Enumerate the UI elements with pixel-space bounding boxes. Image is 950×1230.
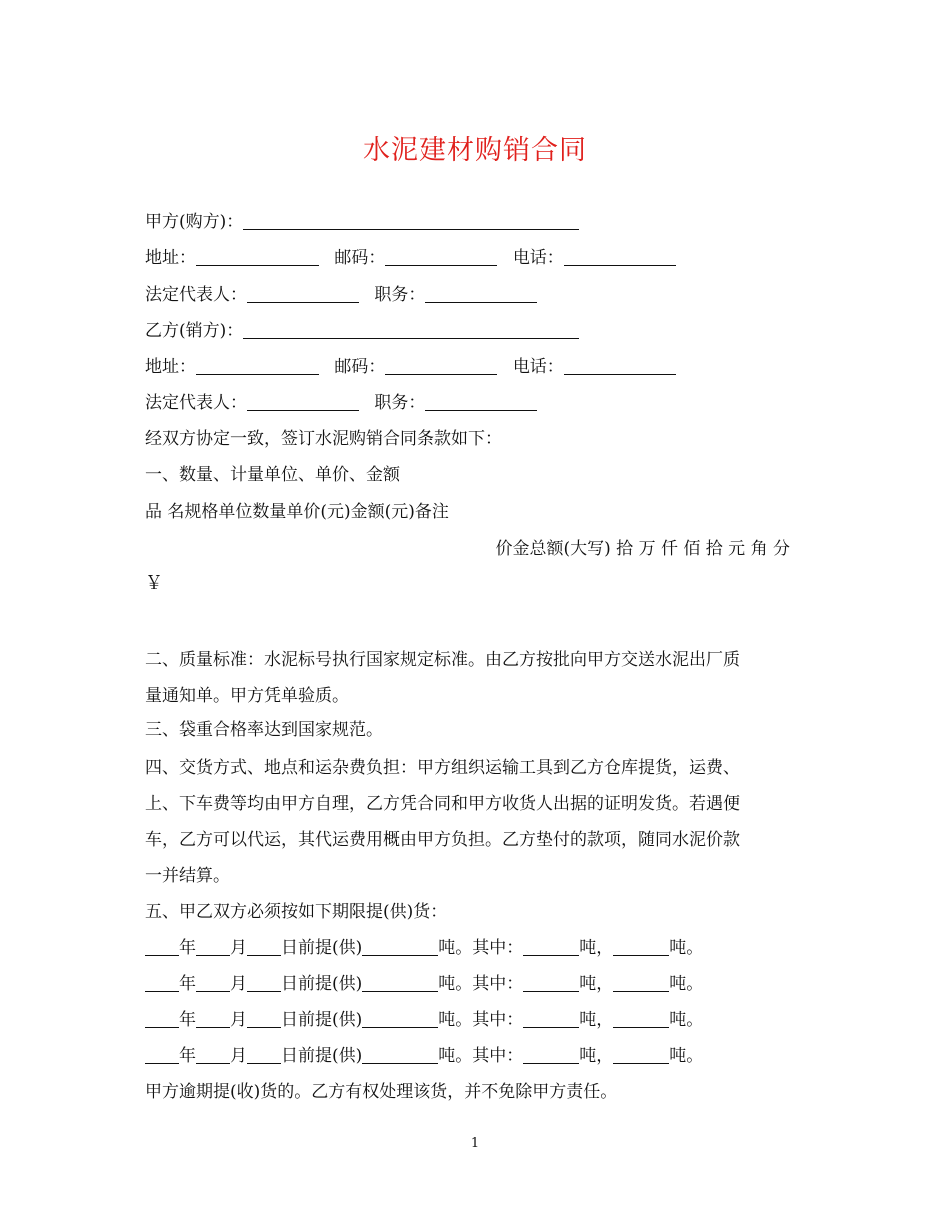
ton-among-label: 吨。其中： [438,974,524,994]
section4-line: 上、下车费等均由甲方自理，乙方凭合同和甲方收货人出据的证明发货。若遇便 [145,794,740,814]
party-b-position-label: 职务： [374,393,426,413]
ton-end-label: 吨。 [669,1010,704,1030]
ton-comma-label: 吨， [579,974,614,994]
document-title: 水泥建材购销合同 [363,135,587,166]
party-b-legal-rep-field[interactable] [247,392,359,411]
party-a-postcode-field[interactable] [385,247,497,266]
party-a-contact-line [145,246,676,270]
delivery-schedule-row [145,936,703,960]
party-b-postcode-label: 邮码： [334,357,386,377]
year-label: 年 [179,938,196,958]
party-a-label: 甲方(购方)： [145,212,244,232]
total-ton-field[interactable] [362,1009,438,1028]
ton-field-2[interactable] [613,937,669,956]
total-ton-field[interactable] [362,937,438,956]
month-field[interactable] [196,1009,230,1028]
month-field[interactable] [196,973,230,992]
party-a-legal-rep-label: 法定代表人： [145,285,247,305]
ton-end-label: 吨。 [669,938,704,958]
party-b-phone-field[interactable] [564,356,676,375]
section2-line: 二、质量标准：水泥标号执行国家规定标准。由乙方按批向甲方交送水泥出厂质 [145,650,740,670]
party-a-line [145,210,579,234]
section4-line: 四、交货方式、地点和运杂费负担：甲方组织运输工具到乙方仓库提货，运费、 [145,758,740,778]
party-b-line [145,319,579,343]
month-field[interactable] [196,937,230,956]
ton-field-2[interactable] [613,1045,669,1064]
total-ton-field[interactable] [362,973,438,992]
party-a-legal-rep-field[interactable] [247,284,359,303]
ton-comma-label: 吨， [579,938,614,958]
party-a-position-field[interactable] [425,284,537,303]
ton-field-1[interactable] [523,937,579,956]
month-field[interactable] [196,1045,230,1064]
delivery-schedule-row [145,1044,703,1068]
party-a-name-field[interactable] [243,211,579,230]
party-a-phone-label: 电话： [512,248,564,268]
year-label: 年 [179,1010,196,1030]
year-field[interactable] [145,1009,179,1028]
closing-clause: 甲方逾期提(收)货的。乙方有权处理该货，并不免除甲方责任。 [145,1082,618,1102]
day-field[interactable] [247,937,281,956]
month-label: 月 [230,1010,247,1030]
section1-table-header: 品 名规格单位数量单价(元)金额(元)备注 [145,502,449,522]
ton-field-1[interactable] [523,973,579,992]
ton-field-1[interactable] [523,1045,579,1064]
party-b-rep-line [145,391,537,415]
ton-among-label: 吨。其中： [438,938,524,958]
section2-line: 量通知单。甲方凭单验质。 [145,686,349,706]
party-a-address-label: 地址： [145,248,196,268]
party-a-position-label: 职务： [374,285,426,305]
party-b-address-label: 地址： [145,357,196,377]
party-b-phone-label: 电话： [512,357,564,377]
party-a-postcode-label: 邮码： [334,248,386,268]
year-field[interactable] [145,937,179,956]
deliver-label: 日前提(供) [281,974,363,994]
section3-text: 三、袋重合格率达到国家规范。 [145,720,383,740]
deliver-label: 日前提(供) [281,1046,363,1066]
month-label: 月 [230,938,247,958]
ton-among-label: 吨。其中： [438,1046,524,1066]
ton-comma-label: 吨， [579,1010,614,1030]
year-label: 年 [179,1046,196,1066]
ton-end-label: 吨。 [669,1046,704,1066]
total-ton-field[interactable] [362,1045,438,1064]
day-field[interactable] [247,1009,281,1028]
ton-comma-label: 吨， [579,1046,614,1066]
party-b-postcode-field[interactable] [385,356,497,375]
day-field[interactable] [247,1045,281,1064]
ton-field-1[interactable] [523,1009,579,1028]
currency-symbol: ￥ [145,573,163,594]
ton-among-label: 吨。其中： [438,1010,524,1030]
party-b-legal-rep-label: 法定代表人： [145,393,247,413]
page-number: 1 [470,1136,480,1151]
year-field[interactable] [145,973,179,992]
month-label: 月 [230,974,247,994]
section2-paragraph [145,642,800,714]
party-b-name-field[interactable] [243,320,579,339]
section1-heading: 一、数量、计量单位、单价、金额 [145,465,400,485]
party-b-contact-line [145,355,676,379]
party-b-position-field[interactable] [425,392,537,411]
section5-heading: 五、甲乙双方必须按如下期限提(供)货： [145,902,448,922]
day-field[interactable] [247,973,281,992]
party-a-rep-line [145,283,537,307]
section4-line: 一并结算。 [145,866,230,886]
party-b-label: 乙方(销方)： [145,321,244,341]
ton-field-2[interactable] [613,973,669,992]
ton-end-label: 吨。 [669,974,704,994]
section1-total-amount: 价金总额(大写) 拾 万 仟 佰 拾 元 角 分 [495,539,790,559]
section4-paragraph [145,750,800,894]
section4-line: 车，乙方可以代运，其代运费用概由甲方负担。乙方垫付的款项，随同水泥价款 [145,830,740,850]
deliver-label: 日前提(供) [281,1010,363,1030]
intro-text: 经双方协定一致，签订水泥购销合同条款如下： [145,429,502,449]
delivery-schedule-row [145,1008,703,1032]
ton-field-2[interactable] [613,1009,669,1028]
party-a-phone-field[interactable] [564,247,676,266]
year-label: 年 [179,974,196,994]
year-field[interactable] [145,1045,179,1064]
delivery-schedule-row [145,972,703,996]
month-label: 月 [230,1046,247,1066]
party-a-address-field[interactable] [196,247,319,266]
party-b-address-field[interactable] [196,356,319,375]
deliver-label: 日前提(供) [281,938,363,958]
